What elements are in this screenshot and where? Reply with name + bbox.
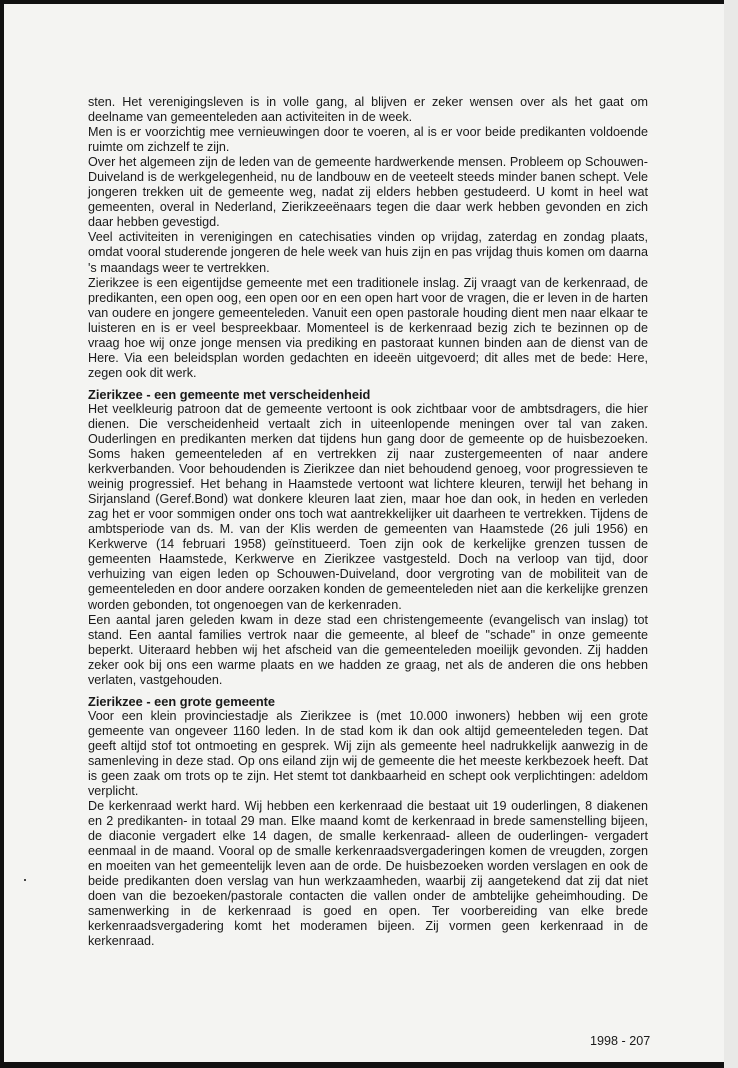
page-number: 1998 - 207 bbox=[590, 1034, 651, 1048]
paragraph: Het veelkleurig patroon dat de gemeente vertoont is ook zichtbaar voor de ambtsdragers, die hier dienen. Die verscheidenheid vertaalt zich in uiteenlopende meningen over tal van zaken. Ouderlingen en predikanten merken dat tijdens hun gang door de gemeente op de huisbezoeken. Soms haken gemeenteleden af en vertrekken zij naar zustergemeenten of naar andere kerkverbanden. Voor behoudenden is Zierikzee dan niet behoudend genoeg, voor progressieven te weinig progressief. Het behang in Haamstede vertoont wat lichtere kleuren, terwijl het behang in Sirjansland (Geref.Bond) wat donkere kleuren laat zien, maar hoe dan ook, in heden en verleden zag het er voor sommigen onder ons toch wat aantrekkelijker uit daarheen te vertrekken. Tijdens de ambtsperiode van ds. M. van der Klis werden de gemeenten van Haamstede (26 juli 1956) en Kerkwerve (14 februari 1958) geïnstitueerd. Toen zijn ook de kerkelijke grenzen tussen de gemeenten Haamstede, Kerkwerve en Zierikzee vastgesteld. Doch na verloop van tijd, door verhuizing van eigen leden op Schouwen-Duiveland, door vergroting van de mobiliteit van de gemeenteleden en door andere oorzaken konden de gemeenteleden niet aan die kerkelijke grenzen worden gebonden, tot ongenoegen van de kerkenraden. bbox=[88, 401, 648, 612]
page-edge bbox=[724, 0, 738, 1068]
paragraph: De kerkenraad werkt hard. Wij hebben een kerkenraad die bestaat uit 19 ouderlingen, 8 diakenen en 2 predikanten- in totaal 29 man. Elke maand komt de kerkenraad in brede samenstelling bijeen, de diaconie vergadert elke 14 dagen, de smalle kerkenraad- alleen de ouderlingen- vergadert eenmaal in de maand. Vooral op de smalle kerkenraadsvergaderingen komen de vreugden, zorgen en moeiten van het gemeentelijk leven aan de orde. De huisbezoeken worden verslagen en ook de beide predikanten doen verslag van hun werkzaamheden, waarbij zij aangetekend dat zij dat niet doen van die bezoeken/pastorale contacten die vallen onder de ambtelijke geheimhouding. De samenwerking in de kerkenraad is goed en open. Ter voorbereiding van elke brede kerkenraadsvergadering komt het moderamen bijeen. Zij vormen geen kerkenraad in de kerkenraad. bbox=[88, 799, 648, 949]
section-heading: Zierikzee - een grote gemeente bbox=[88, 693, 276, 709]
paragraph: Over het algemeen zijn de leden van de gemeente hardwerkende mensen. Probleem op Schouwen-Duiveland is de werkgelegenheid, nu de landbouw en de veeteelt steeds minder banen schept. Vele jongeren trekken uit de gemeente weg, nadat zij elders hebben gestudeerd. U komt in heel wat gemeenten, overal in Nederland, Zierikzeeënaars tegen die daar werk hebben gevonden en zich daar hebben gevestigd. bbox=[88, 155, 648, 230]
paragraph: sten. Het verenigingsleven is in volle gang, al blijven er zeker wensen over als het gaat om deelname van gemeenteleden aan activiteiten in de week. bbox=[88, 95, 648, 125]
paragraph: Men is er voorzichtig mee vernieuwingen door te voeren, al is er voor beide predikanten voldoende ruimte om zichzelf te zijn. bbox=[88, 125, 648, 155]
section-heading: Zierikzee - een gemeente met verscheidenheid bbox=[88, 386, 371, 402]
paragraph: Voor een klein provinciestadje als Zierikzee is (met 10.000 inwoners) hebben wij een grote gemeente van ongeveer 1160 leden. In de stad kom ik dan ook altijd gemeenteleden tegen. Dat geeft altijd stof tot ontmoeting en gesprek. Wij zijn als gemeente heel nadrukkelijk aanwezig in de samenleving in deze stad. Op ons eiland zijn wij de gemeente die het meeste kerkbezoek heeft. Dat is geen zaak om trots op te zijn. Het stemt tot dankbaarheid en schept ook verplichtingen: adeldom verplicht. bbox=[88, 708, 648, 799]
paragraph: Zierikzee is een eigentijdse gemeente met een traditionele inslag. Zij vraagt van de kerkenraad, de predikanten, een open oog, een open oor en een open hart voor de vragen, die er leven in de harten van oudere en jongere gemeenteleden. Vanuit een open pastorale houding dient men naar elkaar te luisteren en is er veel bespreekbaar. Momenteel is de kerkenraad bezig zich te bezinnen op de vraag hoe wij onze jonge mensen via prediking en pastoraat kunnen binden aan de dienst van de Here. Via een beleidsplan worden gedachten en ideeën uitgevoerd; dit alles met de bede: Here, zegen ook dit werk. bbox=[88, 275, 648, 380]
paragraph: Een aantal jaren geleden kwam in deze stad een christengemeente (evangelisch van inslag) tot stand. Een aantal families vertrok naar die gemeente, al bleef de "schade" in onze gemeente beperkt. Uiteraard hebben wij het afscheid van die gemeenteleden moeilijk gevonden. Zij hadden zeker ook bij ons een warme plaats en we hadden ze graag, net als de anderen die ons hebben verlaten, vastgehouden. bbox=[88, 612, 648, 687]
article-body bbox=[88, 95, 648, 950]
document-page bbox=[4, 4, 724, 1062]
paragraph: Veel activiteiten in verenigingen en catechisaties vinden op vrijdag, zaterdag en zondag plaats, omdat vooral studerende jongeren de hele week van huis zijn en pas vrijdag thuis komen om daarna 's maandags weer te vertrekken. bbox=[88, 230, 648, 275]
scan-mark bbox=[24, 879, 26, 881]
